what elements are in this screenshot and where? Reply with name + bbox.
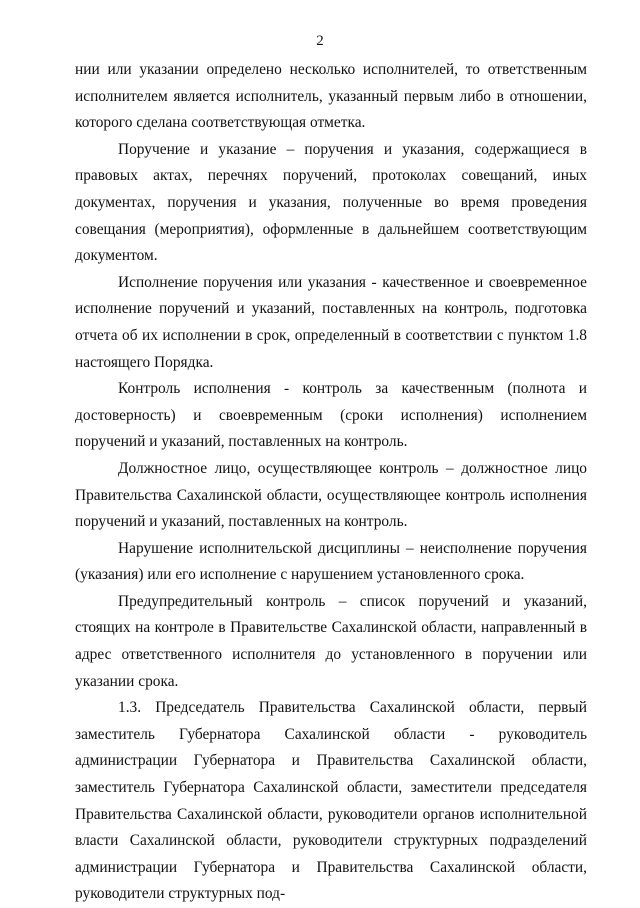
body-text	[75, 57, 587, 908]
paragraph-definition-official: Должностное лицо, осуществляющее контроль – должностное лицо Правительства Сахалинской области, осуществляющее контроль исполнения поручений и указаний, поставленных на контроль.	[75, 459, 587, 531]
page-number: 2	[316, 33, 324, 49]
paragraph-definition-violation: Нарушение исполнительской дисциплины – неисполнение поручения (указания) или его исполнение с нарушением установленного срока.	[75, 539, 587, 584]
paragraph-definition-instruction: Поручение и указание – поручения и указания, содержащиеся в правовых актах, перечнях поручений, протоколах совещаний, иных документах, поручения и указания, полученные во время проведения совещания (мероприятия), оформленные в дальнейшем соответствующим документом.	[75, 140, 587, 265]
paragraph-continuation: нии или указании определено несколько исполнителей, то ответственным исполнителем является исполнитель, указанный первым либо в отношении, которого сделана соответствующая отметка.	[75, 61, 587, 132]
paragraph-section-1-3: 1.3. Председатель Правительства Сахалинской области, первый заместитель Губернатора Сахалинской области - руководитель администрации Губернатора и Правительства Сахалинской области, заместитель Губернатора Сахалинской области, заместители председателя Правительства Сахалинской области, руководители органов исполнительной власти Сахалинской области, руководители структурных подразделений администрации Губернатора и Правительства Сахалинской области, руководители структурных под-	[75, 699, 587, 903]
paragraph-definition-control: Контроль исполнения - контроль за качественным (полнота и достоверность) и своевременным (сроки исполнения) исполнением поручений и указаний, поставленных на контроль.	[75, 380, 587, 451]
paragraph-definition-execution: Исполнение поручения или указания - качественное и своевременное исполнение поручений и указаний, поставленных на контроль, подготовка отчета об их исполнении в срок, определенный в соответствии с пунктом 1.8 настоящего Порядка.	[75, 273, 587, 371]
paragraph-definition-preventive-control: Предупредительный контроль – список поручений и указаний, стоящих на контроле в Правительстве Сахалинской области, направленный в адрес ответственного исполнителя до установленного в поручении или указании срока.	[75, 592, 587, 690]
